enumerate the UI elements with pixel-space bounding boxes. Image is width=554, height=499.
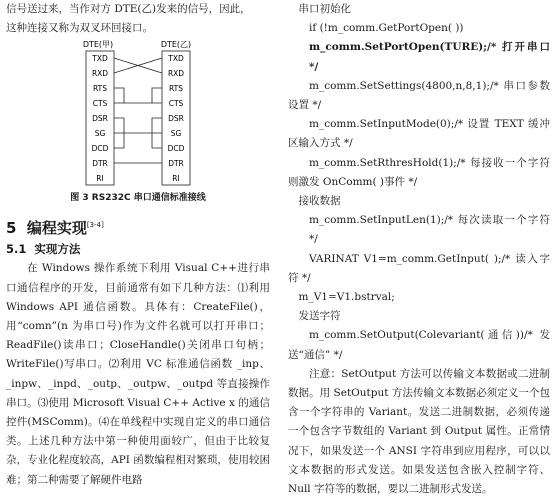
pin-label-b-txd: TXD: [168, 54, 184, 64]
code-line-11: m_comm.SetOutput(Colevariant(通信))/* 发送“通信” */: [288, 329, 550, 361]
note-paragraph: 注意：SetOutput 方法可以传输文本数据或二进制数据。用 SetOutput 方法传输文本数据必须定义一个包含一个字符串的 Variant。发送二进制数据，必须传递一个包含字节数组的 Variant 到 Output 属性。正常情况下，如果发送一个 ANSI 字符串到应用程序，可以以文本数据的形式发送。如果发送包含嵌入控制字符、Null 字符等的数据，要以二进制形式发送。: [288, 367, 550, 496]
pin-label-b-dtr: DTR: [168, 159, 184, 169]
pin-label-b-dcd: DCD: [167, 144, 185, 154]
code-heading-send: 发送字符: [298, 310, 341, 323]
dte-a-pins: [91, 54, 108, 183]
wiring-lines: [114, 58, 162, 163]
pin-label-a-rxd: RXD: [91, 69, 109, 79]
pin-label-b-ri: RI: [172, 174, 180, 184]
code-heading-receive: 接收数据: [298, 195, 341, 208]
code-line-4: m_comm.SetInputMode(0);/* 设置 TEXT 缓冲区输入方式 */: [288, 118, 550, 150]
code-line-2: m_comm.SetPortOpen(TURE);/* 打开串口 */: [309, 41, 550, 73]
wiring-diagram: [6, 38, 270, 188]
code-line-3: m_comm.SetSettings(4800,n,8,1);/* 串口参数设置 */: [288, 79, 550, 112]
pin-label-a-rts: RTS: [92, 84, 108, 94]
code-line-5: m_comm.SetRthresHold(1);/* 每接收一个字符则激发 OnComm( )事件 */: [288, 156, 550, 188]
pin-label-a-ri: RI: [96, 174, 104, 184]
code-heading-init: 串口初始化: [298, 3, 351, 15]
dte-b-pins: [167, 54, 184, 183]
dte-b-label: DTE(乙): [160, 40, 192, 50]
pin-label-a-dcd: DCD: [91, 144, 109, 154]
left-column: [6, 0, 270, 490]
pin-label-a-txd: TXD: [92, 54, 108, 64]
code-line-1: if (!m_comm.GetPortOpen( )): [309, 22, 464, 35]
subsection-title: 实现方法: [34, 242, 81, 257]
intro-line-1: 信号送过来，当作对方 DTE(乙)发来的信号，因此，: [6, 3, 251, 15]
body-paragraph: 在 Windows 操作系统下利用 Visual C++进行串口通信程序的开发，目前通常有如下几种方法：⑴利用 Windows API 通信函数。具体有：CreateFile()，用“comn”(n 为串口号)作为文件名就可以打开串口；ReadFile()读串口；CloseHandle()关闭串口句柄；WriteFile()写串口。⑵利用 VC 标准通信函数 _inp、_inpw、_inpd、_outp、_outpw、_outpd 等直接操作串口。⑶使用 Microsoft Visual C++ Active x 的通信控件(MSComm)。⑷在单线程中实现自定义的串口通信类。上述几种方法中第一种使用面较广，但由于比较复杂，专业化程度较高，API 函数编程相对繁琐，使用较困难；第二种需要了解硬件电路: [6, 262, 270, 486]
code-line-7: m_comm.SetInputLen(1);/* 每次读取一个字符 */: [309, 214, 550, 246]
pin-label-b-dsr: DSR: [168, 114, 184, 124]
pin-label-a-dtr: DTR: [92, 159, 108, 169]
figure-caption: 图 3 RS232C 串口通信标准接线: [70, 193, 206, 204]
wiring-figure: [6, 38, 270, 188]
pin-label-a-cts: CTS: [92, 99, 108, 109]
section-number: 5: [6, 219, 17, 238]
code-line-9: m_V1=V1.bstrval;: [298, 291, 395, 304]
wire-rts-loop-a: [114, 88, 124, 103]
pin-label-b-rts: RTS: [168, 84, 184, 94]
code-line-8: VARINAT V1=m_comm.GetInput( );/* 读入字符 */: [288, 252, 550, 284]
dte-a-label: DTE(甲): [82, 40, 114, 50]
section-heading: [6, 214, 270, 239]
section-ref: [3-4]: [86, 221, 104, 230]
right-column: [288, 0, 550, 499]
pin-label-b-sg: SG: [170, 129, 182, 139]
pin-label-a-dsr: DSR: [92, 114, 108, 124]
pin-label-b-cts: CTS: [168, 99, 184, 109]
subsection-number: 5.1: [6, 242, 27, 257]
section-title: 编程实现: [26, 219, 87, 238]
subsection-heading: [6, 239, 270, 259]
pin-label-a-sg: SG: [94, 129, 106, 139]
intro-line-2: 这种连接又称为双叉环回接口。: [6, 22, 153, 35]
pin-label-b-rxd: RXD: [167, 69, 185, 79]
wire-rts-loop-b: [152, 88, 162, 103]
